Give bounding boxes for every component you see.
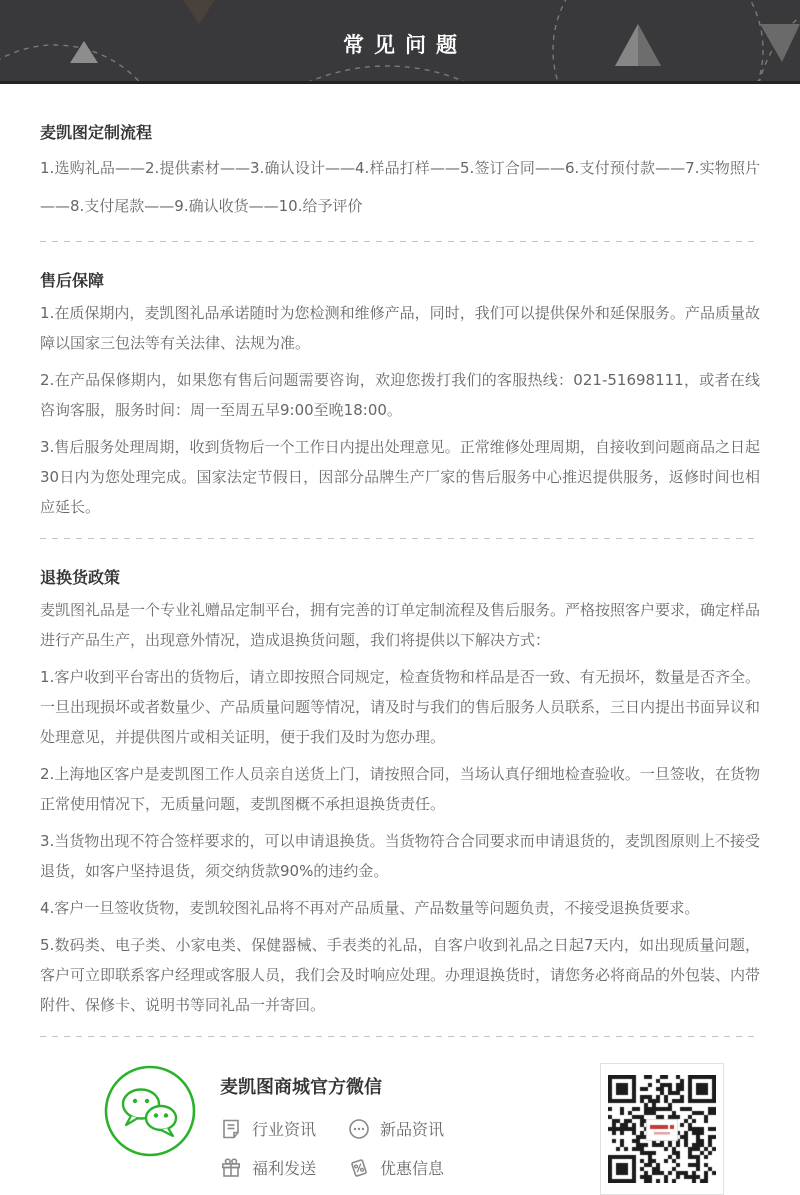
dashed-divider xyxy=(40,1036,760,1037)
wechat-account-title: 麦凯图商城官方微信 xyxy=(220,1077,382,1098)
return-policy-intro: 麦凯图礼品是一个专业礼赠品定制平台，拥有完善的订单定制流程及售后服务。严格按照客户要求，确定样品进行产品生产，出现意外情况，造成退换货问题，我们将提供以下解决方式： xyxy=(40,601,761,649)
section-heading-return-policy: 退换货政策 xyxy=(40,568,121,587)
feature-label: 优惠信息 xyxy=(380,1159,445,1178)
discount-tag-icon xyxy=(348,1157,370,1179)
dashed-divider xyxy=(40,538,760,539)
wechat-icon xyxy=(102,1063,198,1159)
gift-icon xyxy=(220,1157,242,1179)
faq-content xyxy=(0,122,800,1037)
return-policy-paragraph: 4.客户一旦签收货物，麦凯较图礼品将不再对产品质量、产品数量等问题负责，不接受退换货要求。 xyxy=(40,899,700,917)
return-policy-paragraph: 1.客户收到平台寄出的货物后，请立即按照合同规定，检查货物和样品是否一致、有无损坏，数量是否齐全。一旦出现损坏或者数量少、产品质量问题等情况，请及时与我们的售后服务人员联系，三日内提出书面异议和处理意见，并提供图片或相关证明，便于我们及时为您办理。 xyxy=(40,668,761,746)
section-heading-custom-process: 麦凯图定制流程 xyxy=(40,123,153,142)
feature-new-product-news xyxy=(348,1117,444,1140)
ellipsis-circle-icon xyxy=(348,1118,370,1140)
feature-industry-news xyxy=(220,1117,348,1140)
section-heading-aftersales: 售后保障 xyxy=(40,271,105,290)
feature-label: 行业资讯 xyxy=(252,1120,317,1139)
custom-process-steps: 1.选购礼品——2.提供素材——3.确认设计——4.样品打样——5.签订合同——6.支付预付款——7.实物照片——8.支付尾款——9.确认收货——10.给予评价 xyxy=(40,159,760,215)
feature-discount-info xyxy=(348,1156,444,1179)
page-title: 常见问题 xyxy=(343,33,467,57)
feature-label: 新品资讯 xyxy=(380,1120,445,1139)
doc-lines-icon xyxy=(220,1118,242,1140)
qr-code-box xyxy=(600,1063,724,1195)
feature-benefit-delivery xyxy=(220,1156,348,1179)
wechat-feature-grid xyxy=(220,1117,444,1179)
aftersales-paragraph: 2.在产品保修期内，如果您有售后问题需要咨询，欢迎您拨打我们的客服热线：021-51698111，或者在线咨询客服，服务时间：周一至周五早9:00至晚18:00。 xyxy=(40,371,760,419)
feature-label: 福利发送 xyxy=(252,1159,317,1178)
aftersales-paragraph: 3.售后服务处理周期，收到货物后一个工作日内提出处理意见。正常维修处理周期，自接收到问题商品之日起30日内为您处理完成。国家法定节假日，因部分品牌生产厂家的售后服务中心推迟提供服务，返修时间也相应延长。 xyxy=(40,438,760,516)
return-policy-paragraph: 3.当货物出现不符合签样要求的，可以申请退换货。当货物符合合同要求而申请退货的，麦凯图原则上不接受退货，如客户坚持退货，须交纳货款90%的违约金。 xyxy=(40,832,760,880)
wechat-qr-code xyxy=(608,1075,716,1183)
return-policy-paragraph: 2.上海地区客户是麦凯图工作人员亲自送货上门，请按照合同，当场认真仔细地检查验收。一旦签收，在货物正常使用情况下，无质量问题，麦凯图概不承担退换货责任。 xyxy=(40,765,760,813)
return-policy-paragraph: 5.数码类、电子类、小家电类、保健器械、手表类的礼品，自客户收到礼品之日起7天内，如出现质量问题，客户可立即联系客户经理或客服人员，我们会及时响应处理。办理退换货时，请您务必将商品的外包装、内带附件、保修卡、说明书等同礼品一并寄回。 xyxy=(40,936,761,1014)
dashed-divider xyxy=(40,241,760,242)
aftersales-paragraph: 1.在质保期内，麦凯图礼品承诺随时为您检测和维修产品，同时，我们可以提供保外和延保服务。产品质量故障以国家三包法等有关法律、法规为准。 xyxy=(40,304,760,352)
wechat-footer xyxy=(0,1063,800,1195)
faq-header-banner xyxy=(0,0,800,84)
